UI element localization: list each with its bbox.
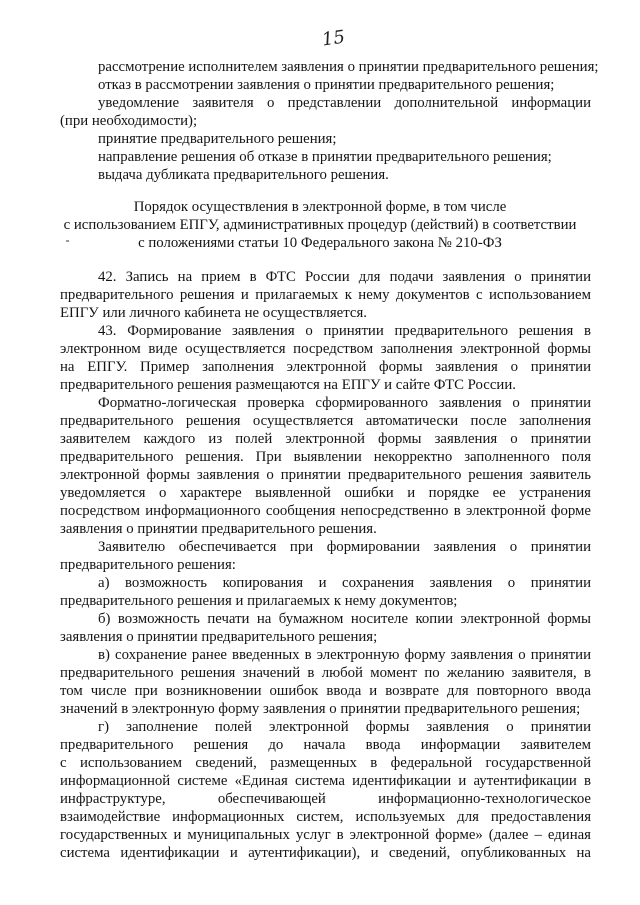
paragraph-line: государственных и муниципальных услуг в электронной форме» (далее – единая bbox=[60, 827, 591, 843]
paragraph-line: с использованием сведений, размещенных в федеральной государственной bbox=[60, 755, 591, 771]
paragraph-line: заявления о принятии предварительного решения; bbox=[60, 629, 378, 645]
section-heading-line: с положениями статьи 10 Федерального закона № 210-ФЗ bbox=[138, 235, 502, 251]
paragraph-line: в) сохранение ранее введенных в электронную форму заявления о принятии bbox=[98, 647, 591, 663]
paragraph-line: б) возможность печати на бумажном носителе копии электронной формы bbox=[98, 611, 591, 627]
paragraph-line: посредством информационного сообщения непосредственно в электронной форме bbox=[60, 503, 591, 519]
paragraph-line: инфраструктуре, обеспечивающей информационно-технологическое bbox=[60, 791, 591, 807]
paragraph-line: информационной системе «Единая система идентификации и аутентификации в bbox=[60, 773, 591, 789]
list-item: уведомление заявителя о представлении дополнительной информации bbox=[98, 95, 591, 111]
paragraph-line: заявления о принятии предварительного решения. bbox=[60, 521, 377, 537]
list-item-continuation: (при необходимости); bbox=[60, 113, 198, 129]
paragraph-line: уведомляется о характере выявленной ошибки и порядке ее устранения bbox=[60, 485, 591, 501]
paragraph-line: предварительного решения до начала ввода информации заявителем bbox=[60, 737, 591, 753]
page-number: 15 bbox=[320, 26, 347, 51]
list-item: выдача дубликата предварительного решения. bbox=[98, 167, 389, 183]
paragraph-line: том числе при возникновении ошибок ввода и возврате для повторного ввода bbox=[60, 683, 591, 699]
paragraph-line: предварительного решения. При выявлении некорректно заполненного поля bbox=[60, 449, 591, 465]
paragraph-line: электронном виде осуществляется посредством заполнения электронной формы bbox=[60, 341, 591, 357]
paragraph-line: на ЕПГУ. Пример заполнения электронной формы заявления о принятии bbox=[60, 359, 591, 375]
paragraph-line: предварительного решения: bbox=[60, 557, 236, 573]
list-item: принятие предварительного решения; bbox=[98, 131, 337, 147]
list-item: отказ в рассмотрении заявления о принятии предварительного решения; bbox=[98, 77, 555, 93]
paragraph-line: предварительного решения размещаются на ЕПГУ и сайте ФТС России. bbox=[60, 377, 516, 393]
list-item: направление решения об отказе в принятии предварительного решения; bbox=[98, 149, 552, 165]
paragraph-line: предварительного решения осуществляется автоматически после заполнения bbox=[60, 413, 591, 429]
paragraph-line: взаимодействие информационных систем, используемых для предоставления bbox=[60, 809, 591, 825]
paragraph-line: электронной формы заявления о принятии предварительного решения заявитель bbox=[60, 467, 591, 483]
paragraph-line: г) заполнение полей электронной формы заявления о принятии bbox=[98, 719, 591, 735]
list-item: рассмотрение исполнителем заявления о принятии предварительного решения; bbox=[98, 59, 599, 75]
paragraph-line: предварительного решения значений в любой момент по желанию заявителя, в bbox=[60, 665, 591, 681]
paragraph-line: Заявителю обеспечивается при формировании заявления о принятии bbox=[98, 539, 591, 555]
paragraph-line: предварительного решения и прилагаемых к нему документов с использованием bbox=[60, 287, 591, 303]
paragraph-line: система идентификации и аутентификации), и сведений, опубликованных на bbox=[60, 845, 591, 861]
paragraph-line: 42. Запись на прием в ФТС России для подачи заявления о принятии bbox=[98, 269, 591, 285]
paragraph-line: 43. Формирование заявления о принятии предварительного решения в bbox=[98, 323, 591, 339]
paragraph-line: ЕПГУ или личного кабинета не осуществляется. bbox=[60, 305, 367, 321]
paragraph-line: а) возможность копирования и сохранения заявления о принятии bbox=[98, 575, 591, 591]
paragraph-line: значений в электронную форму заявления о принятии предварительного решения; bbox=[60, 701, 581, 717]
section-heading-line: с использованием ЕПГУ, административных процедур (действий) в соответствии bbox=[63, 217, 577, 233]
paragraph-line: Форматно-логическая проверка сформированного заявления о принятии bbox=[98, 395, 591, 411]
paragraph-line: заявителем каждого из полей электронной формы заявления о принятии bbox=[60, 431, 591, 447]
section-heading-line: Порядок осуществления в электронной форме, в том числе bbox=[133, 199, 507, 215]
paragraph-line: предварительного решения и прилагаемых к нему документов; bbox=[60, 593, 458, 609]
